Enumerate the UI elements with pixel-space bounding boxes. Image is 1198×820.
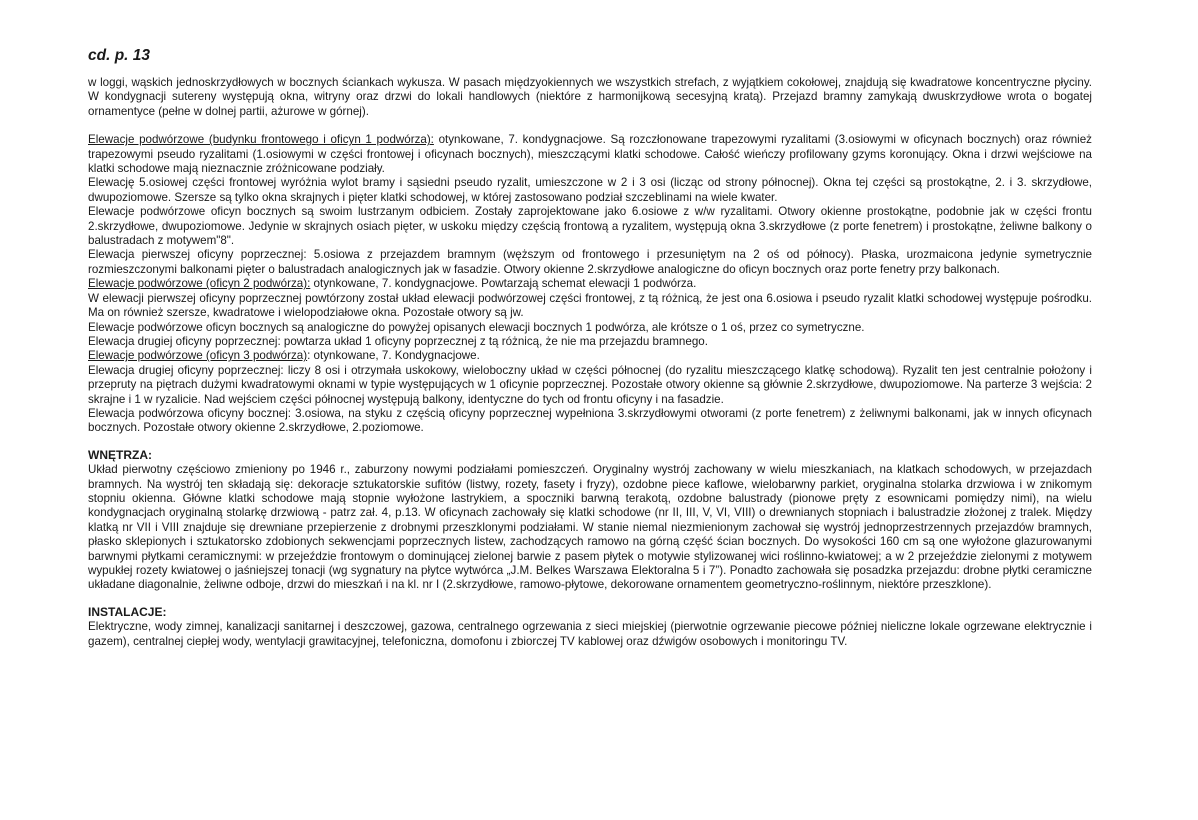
elevations-paragraph-2: Elewację 5.osiowej części frontowej wyróżnia wylot bramy i sąsiedni pseudo ryzalit, umieszczone w 2 i 3 osi (licząc od strony północnej). Okna tej części są prostokątne, 2. i 3. skrzydłowe, dwupoziomowe. Szersze są tylko okna skrajnych i pięter klatki schodowej, w której zastosowano podział szczeblinami na wiele kwater. — [88, 176, 1092, 204]
page-title: cd. p. 13 — [88, 47, 151, 64]
interiors-paragraph: Układ pierwotny częściowo zmieniony po 1946 r., zaburzony nowymi podziałami pomieszczeń. Oryginalny wystrój zachowany w wielu mieszkaniach, na klatkach schodowych, w przejazdach bramnych. Na wystrój ten składają się: dekoracje sztukatorskie sufitów (listwy, rozety, fasety i fryzy), ozdobne piece kaflowe, wielobarwny parkiet, oryginalna stolarka drzwiowa i w znikomym stopniu okienna. Główne klatki schodowe mają stopnie wyłożone lastrykiem, a spoczniki barwną terakotą, ozdobne balustrady (pionowe pręty z esownicami pomiędzy nimi), na wielu kondygnacjach oryginalną stolarkę drzwiową - patrz zał. 4, p.13. W oficynach zachowały się klatki schodowe (nr II, III, V, VI, VIII) o drewnianych stopniach i balustradzie złożonej z tralek. Między klatką nr VII i VIII znajduje się drewniane przepierzenie z drobnymi przeszklonymi podziałami. W stanie niemal niezmienionym zachował się wystrój jednoprzestrzennych przejazdów bramnych, płasko sklepionych i sztukatorsko zdobionych sekwencjami poprzecznych listew, zachodzących ramowo na górną część ścian bocznych. Do wysokości 160 cm są one wyłożone glazurowanymi barwnymi płytkami ceramicznymi: w przejeździe frontowym o dominującej zielonej barwie z pasem płytek o motywie stylizowanej wici roślinno-kwiatowej; a w 2 przejeździe zielonymi z motywem wypukłej rozety kwiatowej o jaśniejszej tonacji (wg sygnatury na płytce wytwórca „J.M. Belkes Warszawa Elektoralna 5 i 7”). Ponadto zachowała się posadzka przejazdu: drobne płytki ceramiczne układane diagonalnie, żeliwne odboje, drzwi do mieszkań i na kl. nr I (2.skrzydłowe, ramowo-płytowe, dekorowane ornamentem geometryczno-roślinnym, niektóre przeszklone). — [88, 463, 1092, 592]
installations-heading: INSTALACJE: — [88, 604, 167, 619]
elevations-text-1: otynkowane, 7. kondygnacjowe. Są rozczłonowane trapezowymi ryzalitami (3.osiowymi w oficynach bocznych) oraz również trapezowymi pseudo ryzalitami (1.osiowymi w części frontowej i oficynach bocznych), mieszczącymi klatki schodowe. Całość wieńczy profilowany gzyms koronujący. Okna i drzwi wejściowe na klatki schodowe mają nieznacznie zróżnicowane podziały. — [88, 133, 1092, 176]
elevations-heading-3: Elewacje podwórzowe (oficyn 3 podwórza) — [88, 349, 308, 363]
elevations-heading-2: Elewacje podwórzowe (oficyn 2 podwórza): — [88, 277, 311, 291]
elevations-text-5: otynkowane, 7. kondygnacjowe. Powtarzają schemat elewacji 1 podwórza. — [310, 277, 697, 291]
elevations-paragraph-4: Elewacja pierwszej oficyny poprzecznej: 5.osiowa z przejazdem bramnym (węższym od frontowego i przesuniętym na 2 oś od północy). Płaska, urozmaicona jedynie symetrycznie rozmieszczonymi balkonami pięter o balustradach analogicznych jak w fasadzie. Otwory okienne 2.skrzydłowe analogiczne do oficyn bocznych oraz porte fenetry przy balkonach. — [88, 248, 1092, 276]
elevations-paragraph-7: Elewacje podwórzowe oficyn bocznych są analogiczne do powyżej opisanych elewacji bocznych 1 podwórza, ale krótsze o 1 oś, przez co symetryczne. — [88, 320, 865, 334]
elevations-text-9: : otynkowane, 7. Kondygnacjowe. — [307, 349, 480, 363]
installations-paragraph: Elektryczne, wody zimnej, kanalizacji sanitarnej i deszczowej, gazowa, centralnego ogrzewania z sieci miejskiej (pierwotnie ogrzewanie piecowe później nieliczne lokale ogrzewane elektrycznie i gazem), centralnej ciepłej wody, wentylacji grawitacyjnej, telefoniczna, domofonu i zbiorczej TV kablowej oraz dźwigów osobowych i monitoringu TV. — [88, 620, 1092, 648]
elevations-paragraph-11: Elewacja podwórzowa oficyny bocznej: 3.osiowa, na styku z częścią oficyny poprzecznej wypełniona 3.skrzydłowymi otworami (z porte fenetrem) z żeliwnymi balkonami, jak w innych oficynach bocznych. Pozostałe otwory okienne 2.skrzydłowe, 2.poziomowe. — [88, 406, 1092, 435]
interiors-heading: WNĘTRZA: — [88, 447, 152, 462]
elevations-heading-1: Elewacje podwórzowe (budynku frontowego i oficyn 1 podwórza): — [88, 133, 434, 147]
elevations-paragraph-6: W elewacji pierwszej oficyny poprzecznej powtórzony został układ elewacji podwórzowej części frontowej, z tą różnicą, że jest ona 6.osiowa i pseudo ryzalit klatki schodowej występuje pośrodku. Ma on również szersze, kwadratowe i wielopodziałowe okna. Pozostałe otwory są jw. — [88, 291, 1092, 320]
elevations-paragraph-3: Elewacje podwórzowe oficyn bocznych są swoim lustrzanym odbiciem. Zostały zaprojektowane jako 6.osiowe z w/w ryzalitami. Otwory okienne prostokątne, podobnie jak w części frontu 2.skrzydłowe, dwupoziomowe. Jedynie w skrajnych osiach pięter, w uskoku między częścią frontową a ryzalitem, występują okna 3.skrzydłowe (z porte fenetrem) i prostokątne, żeliwne balkony o balustradach z motywem"8". — [88, 205, 1092, 248]
elevations-paragraph-9 — [88, 349, 1092, 363]
document-page — [88, 46, 1092, 806]
elevations-paragraph-1 — [88, 133, 1092, 176]
intro-paragraph: w loggi, wąskich jednoskrzydłowych w bocznych ściankach wykusza. W pasach międzyokiennych we wszystkich strefach, z wyjątkiem cokołowej, znajdują się kwadratowe koncentryczne płyciny. W kondygnacji sutereny występują okna, witryny oraz drzwi do lokali handlowych (niektóre z harmonijkową secesyjną kratą). Przejazd bramny zamykają dwuskrzydłowe wrota o bogatej ornamentyce (pełne w dolnej partii, ażurowe w górnej). — [88, 76, 1092, 118]
elevations-paragraph-5 — [88, 277, 1092, 291]
elevations-paragraph-10: Elewacja drugiej oficyny poprzecznej: liczy 8 osi i otrzymała uskokowy, wieloboczny układ w części północnej (do ryzalitu mieszczącego klatkę schodową). Ryzalit ten jest centralnie położony i przepruty na piętrach dużymi kwadratowymi oknami w typie występujących w 1 oficynie poprzecznej. Pozostałe otwory okienne są głównie 2.skrzydłowe, dwupoziomowe. Na parterze 3 wejścia: 2 skrajne i 1 w ryzalicie. Nad wejściem części północnej występują balkony, identyczne do tych od frontu oficyny i na fasadzie. — [88, 363, 1092, 406]
elevations-paragraph-8: Elewacja drugiej oficyny poprzecznej: powtarza układ 1 oficyny poprzecznej z tą różnicą, że nie ma przejazdu bramnego. — [88, 334, 708, 348]
